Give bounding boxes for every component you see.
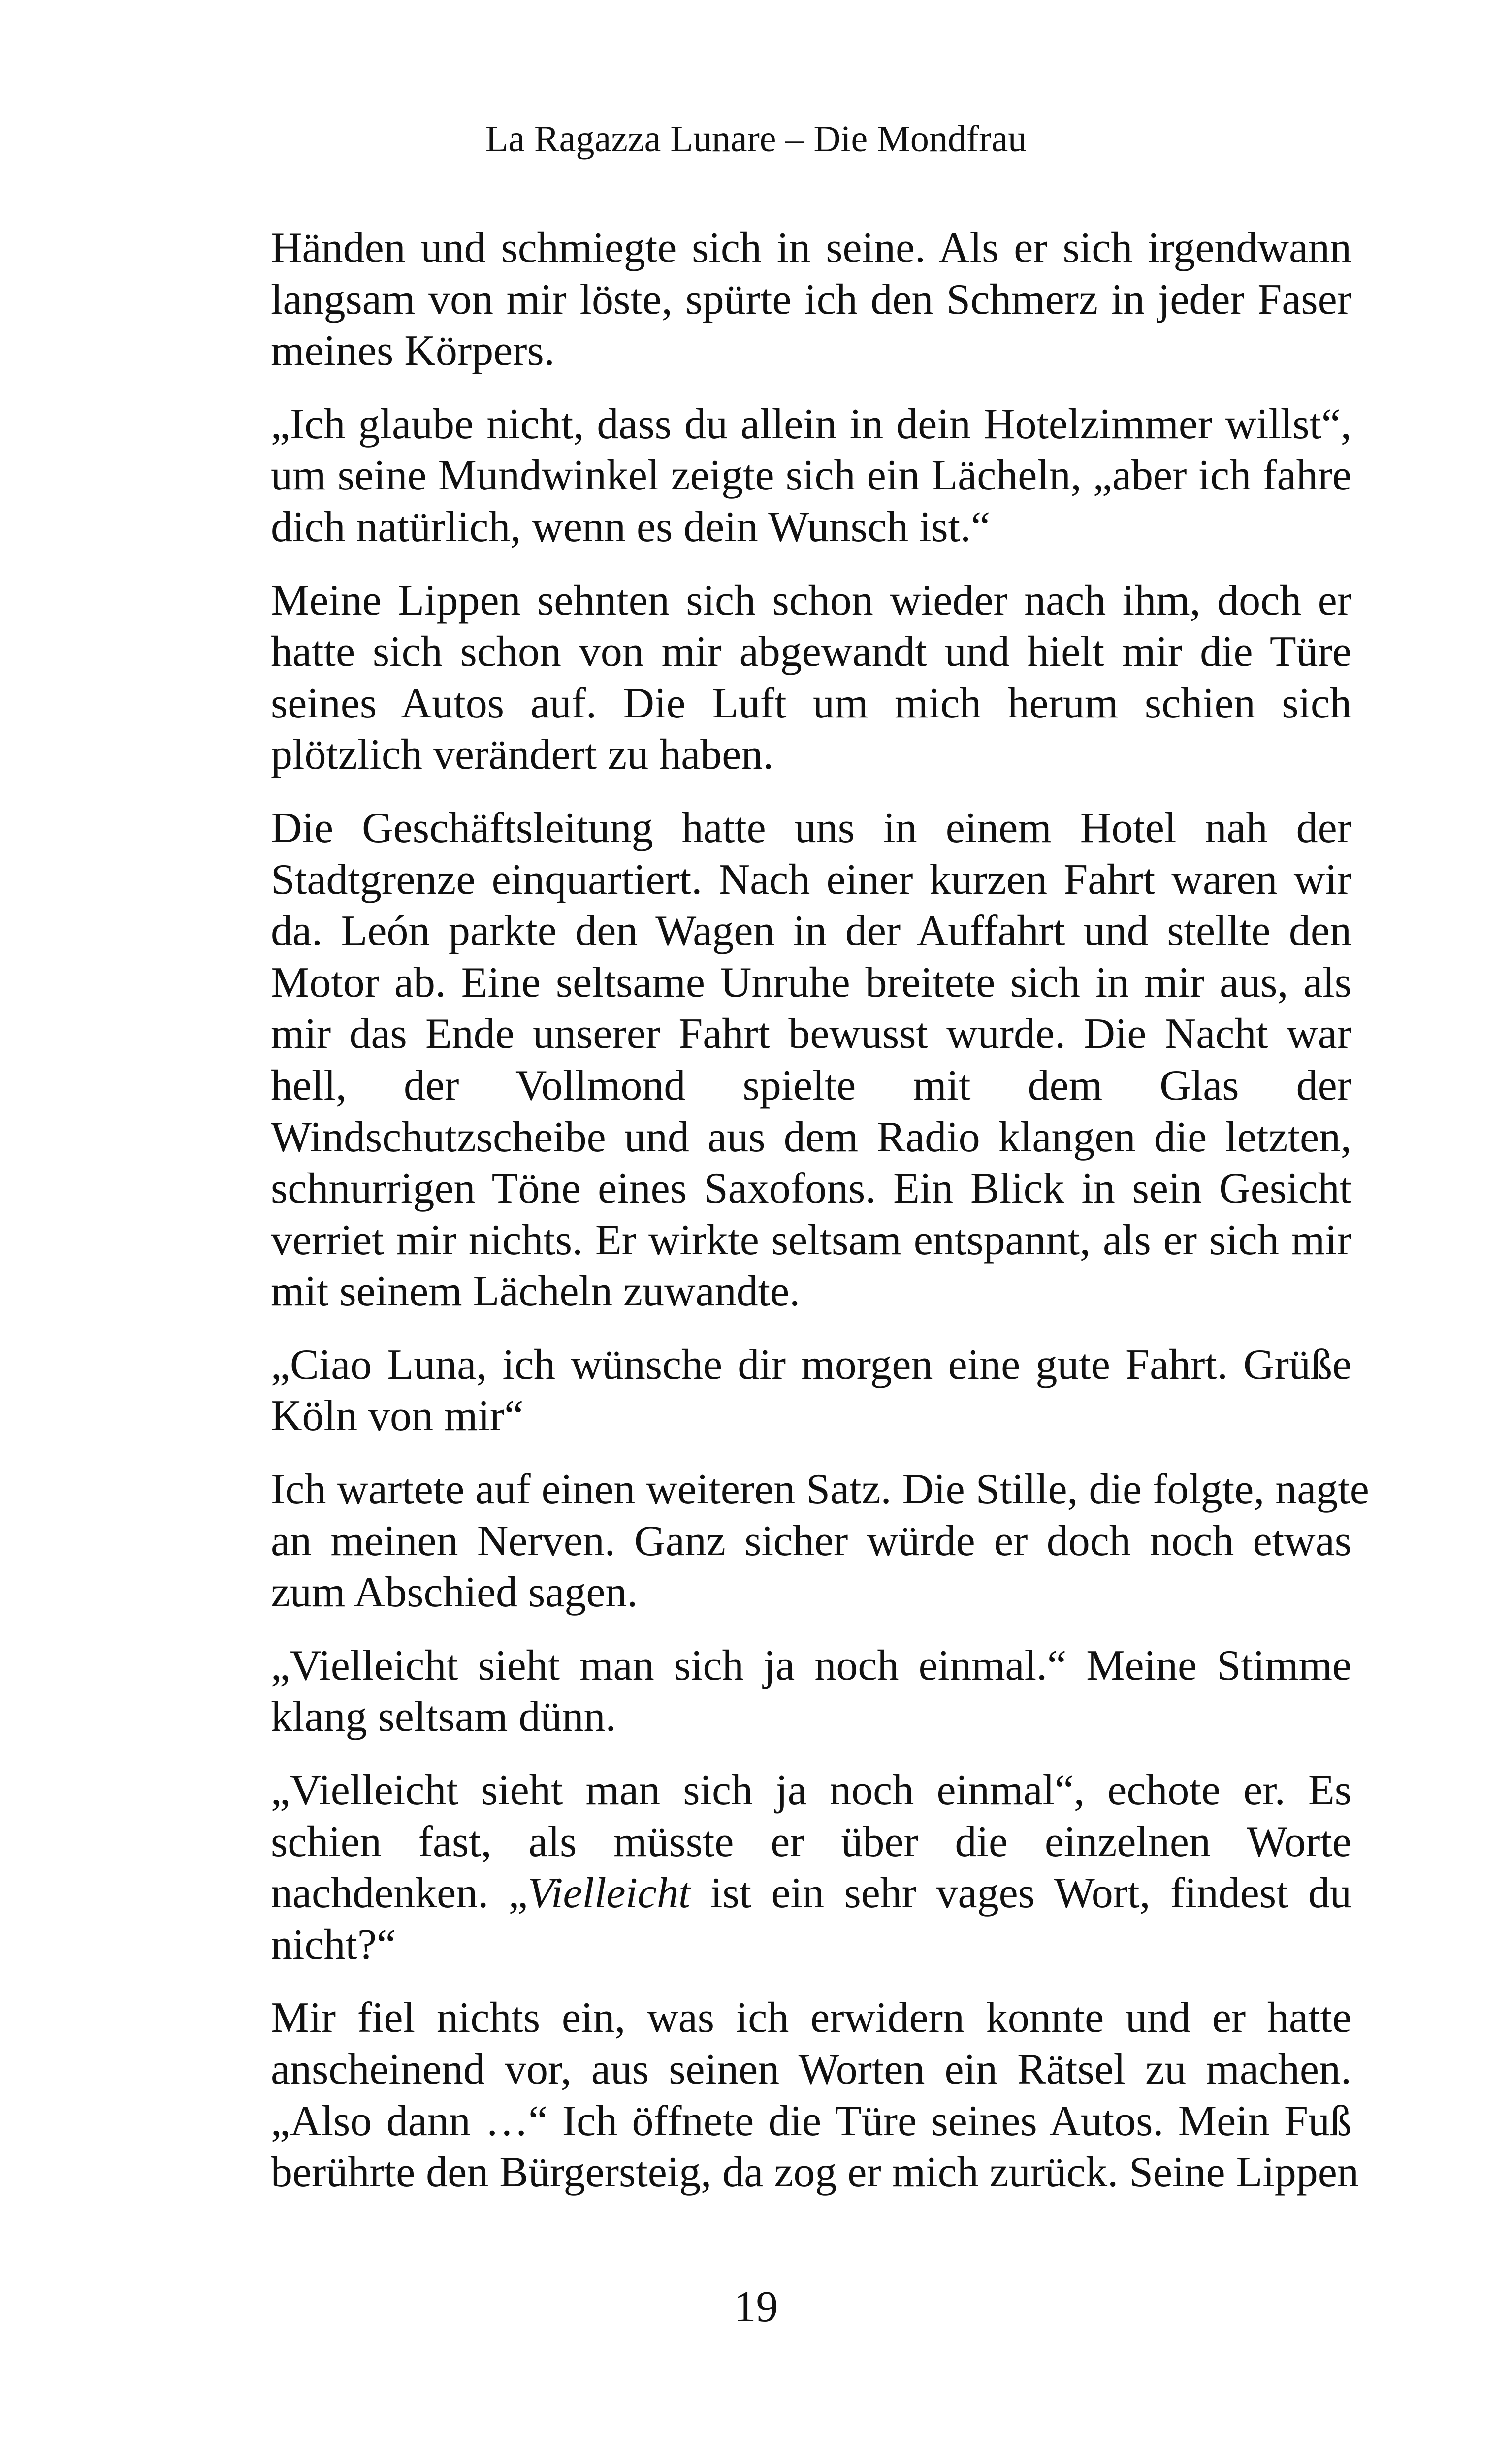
paragraph bbox=[271, 575, 1351, 781]
text-line: Mir fiel nichts ein, was ich erwidern konnte und er hatte bbox=[271, 1994, 1351, 2042]
text-line: „Vielleicht sieht man sich ja noch einmal.“ Meine Stimme bbox=[271, 1641, 1351, 1690]
text-line: mit seinem Lächeln zuwandte. bbox=[271, 1268, 801, 1316]
text-line: zum Abschied sagen. bbox=[271, 1568, 638, 1617]
text-line: hatte sich schon von mir abgewandt und hielt mir die Türe bbox=[271, 628, 1351, 676]
text-line: „Vielleicht sieht man sich ja noch einmal“, echote er. Es bbox=[271, 1766, 1351, 1815]
text-line: Stadtgrenze einquartiert. Nach einer kurzen Fahrt waren wir bbox=[271, 855, 1351, 904]
paragraph bbox=[271, 1640, 1351, 1743]
text-line: da. León parkte den Wagen in der Auffahrt und stellte den bbox=[271, 907, 1351, 955]
text-line: Ich wartete auf einen weiteren Satz. Die Stille, die folgte, nagte bbox=[271, 1466, 1369, 1514]
running-title: La Ragazza Lunare – Die Mondfrau bbox=[485, 118, 1027, 160]
text-line: Köln von mir“ bbox=[271, 1392, 524, 1440]
paragraph bbox=[271, 1339, 1351, 1442]
text-line: verriet mir nichts. Er wirkte seltsam entspannt, als er sich mir bbox=[271, 1216, 1351, 1264]
text-line: langsam von mir löste, spürte ich den Schmerz in jeder Faser bbox=[271, 275, 1351, 324]
paragraph bbox=[271, 1765, 1351, 1971]
text-line: Händen und schmiegte sich in seine. Als er sich irgendwann bbox=[271, 224, 1351, 272]
paragraph bbox=[271, 1992, 1359, 2198]
text-line: mir das Ende unserer Fahrt bewusst wurde. Die Nacht war bbox=[271, 1010, 1351, 1058]
text-line: Motor ab. Eine seltsame Unruhe breitete sich in mir aus, als bbox=[271, 958, 1351, 1007]
paragraph bbox=[271, 399, 1351, 554]
text-segment: ist ein sehr vages Wort, findest du bbox=[690, 1869, 1351, 1918]
text-line: hell, der Vollmond spielte mit dem Glas der bbox=[271, 1061, 1351, 1109]
text-line: „Ich glaube nicht, dass du allein in dein Hotelzimmer willst“, bbox=[271, 400, 1351, 448]
page-number: 19 bbox=[734, 2282, 778, 2331]
text-line: an meinen Nerven. Ganz sicher würde er doch noch etwas bbox=[271, 1517, 1351, 1565]
text-line: „Ciao Luna, ich wünsche dir morgen eine gute Fahrt. Grüße bbox=[271, 1340, 1351, 1389]
italic-word: Vielleicht bbox=[527, 1869, 691, 1918]
text-line: klang seltsam dünn. bbox=[271, 1693, 616, 1741]
text-line-with-italic bbox=[271, 1868, 1351, 1920]
text-line: berührte den Bürgersteig, da zog er mich zurück. Seine Lippen bbox=[271, 2149, 1359, 2197]
text-line: Windschutzscheibe und aus dem Radio klangen die letzten, bbox=[271, 1113, 1351, 1161]
text-line: „Also dann …“ Ich öffnete die Türe seines Autos. Mein Fuß bbox=[271, 2097, 1351, 2145]
text-line: Die Geschäftsleitung hatte uns in einem Hotel nah der bbox=[271, 804, 1351, 852]
text-line: seines Autos auf. Die Luft um mich herum schien sich bbox=[271, 679, 1351, 727]
text-line: meines Körpers. bbox=[271, 327, 555, 375]
body-text bbox=[271, 223, 1369, 2220]
text-line: anscheinend vor, aus seinen Worten ein Rätsel zu machen. bbox=[271, 2046, 1351, 2093]
paragraph bbox=[271, 223, 1351, 377]
text-line: Meine Lippen sehnten sich schon wieder nach ihm, doch er bbox=[271, 576, 1351, 624]
text-line: nicht?“ bbox=[271, 1921, 396, 1969]
paragraph bbox=[271, 803, 1351, 1318]
text-line: schnurrigen Töne eines Saxofons. Ein Blick in sein Gesicht bbox=[271, 1165, 1351, 1213]
text-line: dich natürlich, wenn es dein Wunsch ist.“ bbox=[271, 503, 991, 551]
text-line: plötzlich verändert zu haben. bbox=[271, 731, 774, 779]
text-segment: nachdenken. „ bbox=[271, 1869, 528, 1918]
paragraph bbox=[271, 1464, 1369, 1619]
text-line: um seine Mundwinkel zeigte sich ein Lächeln, „aber ich fahre bbox=[271, 452, 1351, 500]
text-line: schien fast, als müsste er über die einzelnen Worte bbox=[271, 1818, 1351, 1866]
